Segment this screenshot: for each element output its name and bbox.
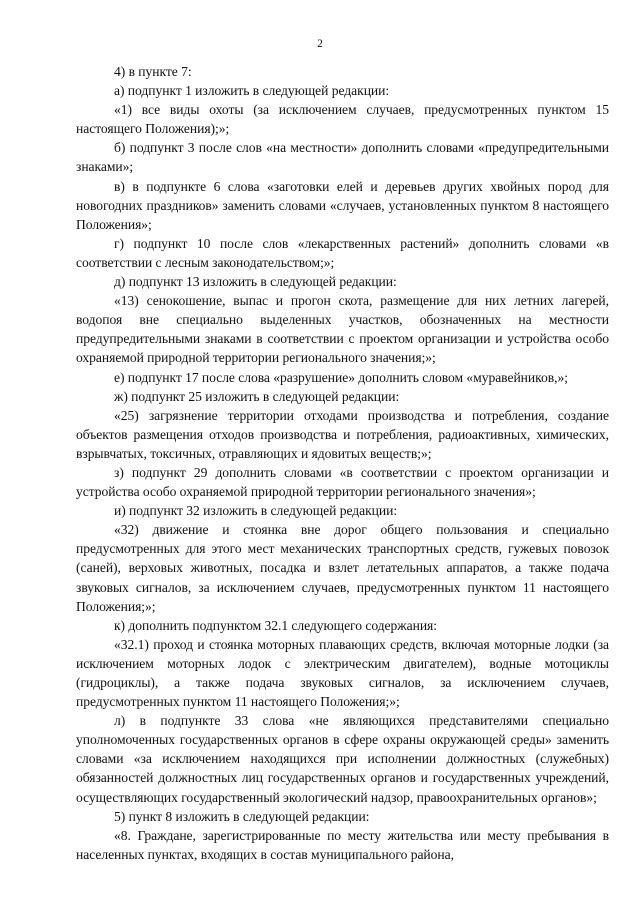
paragraph-subitem-k: к) дополнить подпунктом 32.1 следующего содержания:: [114, 617, 437, 633]
paragraph-subitem-v: в) в подпункте 6 слова «заготовки елей и деревьев других хвойных пород для новогодних праздников» заменить словами «случаев, установленных пунктом 8 настоящего Положения»;: [76, 178, 609, 232]
paragraph-subitem-i: и) подпункт 32 изложить в следующей редакции:: [114, 503, 398, 519]
paragraph-subitem-z: з) подпункт 29 дополнить словами «в соответствии с проектом организации и устройства особо охраняемой природной территории регионального значения»;: [76, 464, 609, 500]
paragraph-subitem-l: л) в подпункте 33 слова «не являющихся представителями специально уполномоченных государственных органов в сфере охраны окружающей среды» заменить словами «за исключением находящихся при исполнении должностных (служебных) обязанностей должностных лиц государственных органов и государственных учреждений, осуществляющих государственный экологический надзор, правоохранительных органов»;: [76, 713, 609, 805]
paragraph-quote-13: «13) сенокошение, выпас и прогон скота, размещение для них летних лагерей, водопоя вне специально выделенных участков, обозначенных на местности предупредительными знаками в соответствии с проектом организации и устройства особо охраняемой природной территории регионального значения;»;: [76, 293, 609, 366]
document-body: [76, 62, 609, 864]
paragraph-subitem-e: е) подпункт 17 после слова «разрушение» дополнить словом «муравейников,»;: [114, 369, 568, 385]
paragraph-subitem-b: б) подпункт 3 после слов «на местности» дополнить словами «предупредительными знаками»;: [76, 140, 609, 175]
page-number: 2: [317, 38, 323, 50]
paragraph-item-4: 4) в пункте 7:: [114, 64, 192, 79]
paragraph-item-5: 5) пункт 8 изложить в следующей редакции:: [114, 808, 370, 824]
paragraph-quote-8: «8. Граждане, зарегистрированные по месту жительства или месту пребывания в населенных пунктах, входящих в состав муниципального района,: [76, 827, 609, 862]
paragraph-quote-32-1: «32.1) проход и стоянка моторных плавающих средств, включая моторные лодки (за исключением моторных лодок с электрическим двигателем), водные мотоциклы (гидроциклы), а также подача звуковых сигналов, за исключением случаев, предусмотренных пунктом 11 настоящего Положения;»;: [76, 636, 609, 710]
paragraph-quote-1: «1) все виды охоты (за исключением случаев, предусмотренных пунктом 15 настоящего Положения);»;: [76, 102, 609, 137]
paragraph-subitem-g: г) подпункт 10 после слов «лекарственных растений» дополнить словами «в соответствии с лесным законодательством;»;: [76, 235, 609, 270]
paragraph-subitem-zh: ж) подпункт 25 изложить в следующей редакции:: [114, 388, 400, 404]
paragraph-quote-25: «25) загрязнение территории отходами производства и потребления, создание объектов размещения отходов производства и потребления, радиоактивных, химических, взрывчатых, токсичных, отравляющих и ядовитых веществ;»;: [76, 407, 609, 461]
paragraph-subitem-a: а) подпункт 1 изложить в следующей редакции:: [114, 83, 390, 99]
paragraph-quote-32: «32) движение и стоянка вне дорог общего пользования и специально предусмотренных для этого мест механических транспортных средств, гужевых повозок (саней), верховых животных, посадка и взлет летательных аппаратов, а также подача звуковых сигналов, за исключением случаев, предусмотренных пунктом 11 настоящего Положения;»;: [76, 522, 609, 614]
paragraph-subitem-d: д) подпункт 13 изложить в следующей редакции:: [114, 274, 397, 290]
